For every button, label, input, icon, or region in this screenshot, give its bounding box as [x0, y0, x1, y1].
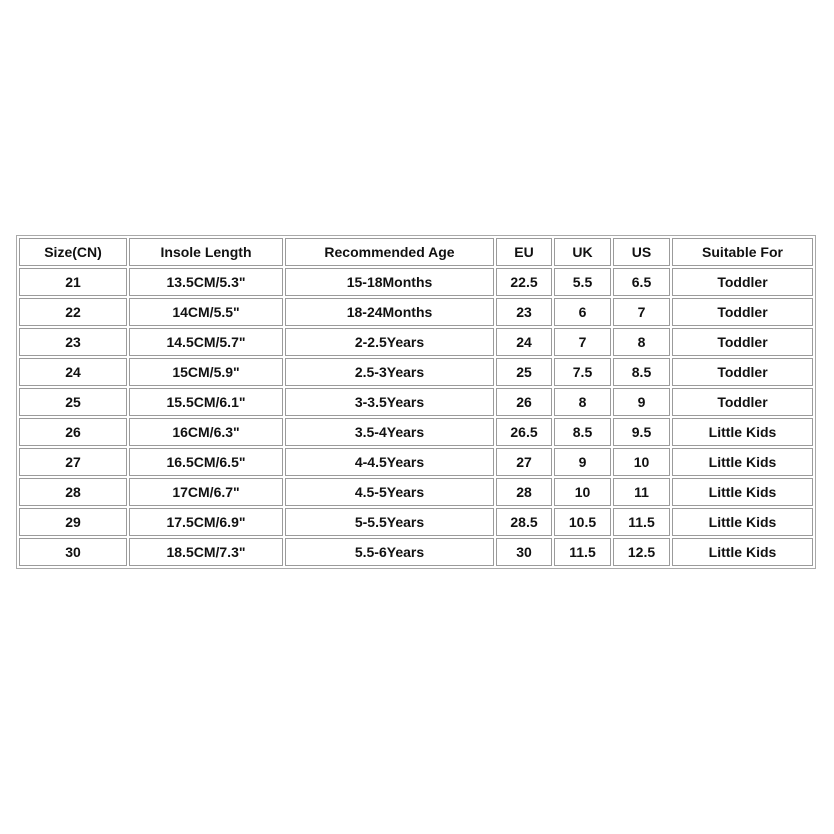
- cell-suitable-for: Little Kids: [672, 448, 813, 476]
- size-chart-table: [16, 235, 816, 569]
- cell-uk: 5.5: [554, 268, 611, 296]
- cell-recommended-age: 18-24Months: [285, 298, 494, 326]
- table-row: [19, 358, 813, 386]
- cell-suitable-for: Little Kids: [672, 508, 813, 536]
- cell-size-cn: 25: [19, 388, 127, 416]
- cell-us: 12.5: [613, 538, 670, 566]
- cell-us: 9.5: [613, 418, 670, 446]
- cell-us: 9: [613, 388, 670, 416]
- cell-suitable-for: Toddler: [672, 268, 813, 296]
- cell-insole-length: 13.5CM/5.3": [129, 268, 283, 296]
- cell-uk: 6: [554, 298, 611, 326]
- cell-recommended-age: 15-18Months: [285, 268, 494, 296]
- cell-us: 10: [613, 448, 670, 476]
- table-row: [19, 538, 813, 566]
- cell-us: 11: [613, 478, 670, 506]
- cell-size-cn: 22: [19, 298, 127, 326]
- cell-size-cn: 27: [19, 448, 127, 476]
- cell-size-cn: 24: [19, 358, 127, 386]
- table-row: [19, 418, 813, 446]
- cell-recommended-age: 2-2.5Years: [285, 328, 494, 356]
- header-eu: EU: [496, 238, 552, 266]
- cell-insole-length: 18.5CM/7.3": [129, 538, 283, 566]
- cell-eu: 28.5: [496, 508, 552, 536]
- cell-recommended-age: 5-5.5Years: [285, 508, 494, 536]
- cell-insole-length: 14.5CM/5.7": [129, 328, 283, 356]
- cell-recommended-age: 3-3.5Years: [285, 388, 494, 416]
- table-header: [19, 238, 813, 266]
- cell-eu: 30: [496, 538, 552, 566]
- cell-size-cn: 23: [19, 328, 127, 356]
- cell-size-cn: 28: [19, 478, 127, 506]
- cell-recommended-age: 5.5-6Years: [285, 538, 494, 566]
- header-insole-length: Insole Length: [129, 238, 283, 266]
- cell-eu: 24: [496, 328, 552, 356]
- table-row: [19, 508, 813, 536]
- cell-insole-length: 14CM/5.5": [129, 298, 283, 326]
- cell-insole-length: 15.5CM/6.1": [129, 388, 283, 416]
- table-row: [19, 328, 813, 356]
- cell-eu: 25: [496, 358, 552, 386]
- cell-uk: 8: [554, 388, 611, 416]
- cell-uk: 10.5: [554, 508, 611, 536]
- cell-recommended-age: 4-4.5Years: [285, 448, 494, 476]
- cell-suitable-for: Toddler: [672, 328, 813, 356]
- cell-eu: 26.5: [496, 418, 552, 446]
- cell-suitable-for: Little Kids: [672, 478, 813, 506]
- cell-suitable-for: Toddler: [672, 358, 813, 386]
- cell-insole-length: 15CM/5.9": [129, 358, 283, 386]
- cell-size-cn: 21: [19, 268, 127, 296]
- table-row: [19, 448, 813, 476]
- header-suitable-for: Suitable For: [672, 238, 813, 266]
- cell-us: 8.5: [613, 358, 670, 386]
- cell-insole-length: 17.5CM/6.9": [129, 508, 283, 536]
- cell-eu: 22.5: [496, 268, 552, 296]
- cell-us: 6.5: [613, 268, 670, 296]
- cell-suitable-for: Little Kids: [672, 418, 813, 446]
- header-size-cn: Size(CN): [19, 238, 127, 266]
- cell-uk: 7: [554, 328, 611, 356]
- cell-eu: 26: [496, 388, 552, 416]
- cell-insole-length: 16CM/6.3": [129, 418, 283, 446]
- header-recommended-age: Recommended Age: [285, 238, 494, 266]
- cell-insole-length: 17CM/6.7": [129, 478, 283, 506]
- cell-size-cn: 29: [19, 508, 127, 536]
- cell-eu: 28: [496, 478, 552, 506]
- table-row: [19, 478, 813, 506]
- cell-eu: 23: [496, 298, 552, 326]
- cell-uk: 9: [554, 448, 611, 476]
- cell-recommended-age: 3.5-4Years: [285, 418, 494, 446]
- table-row: [19, 268, 813, 296]
- cell-recommended-age: 4.5-5Years: [285, 478, 494, 506]
- cell-uk: 7.5: [554, 358, 611, 386]
- header-row: [19, 238, 813, 266]
- cell-us: 8: [613, 328, 670, 356]
- cell-us: 7: [613, 298, 670, 326]
- header-us: US: [613, 238, 670, 266]
- table-row: [19, 298, 813, 326]
- cell-eu: 27: [496, 448, 552, 476]
- cell-uk: 8.5: [554, 418, 611, 446]
- table-body: [19, 268, 813, 566]
- cell-size-cn: 26: [19, 418, 127, 446]
- cell-size-cn: 30: [19, 538, 127, 566]
- cell-uk: 11.5: [554, 538, 611, 566]
- header-uk: UK: [554, 238, 611, 266]
- cell-suitable-for: Little Kids: [672, 538, 813, 566]
- cell-uk: 10: [554, 478, 611, 506]
- cell-recommended-age: 2.5-3Years: [285, 358, 494, 386]
- cell-suitable-for: Toddler: [672, 388, 813, 416]
- cell-insole-length: 16.5CM/6.5": [129, 448, 283, 476]
- cell-suitable-for: Toddler: [672, 298, 813, 326]
- table-row: [19, 388, 813, 416]
- cell-us: 11.5: [613, 508, 670, 536]
